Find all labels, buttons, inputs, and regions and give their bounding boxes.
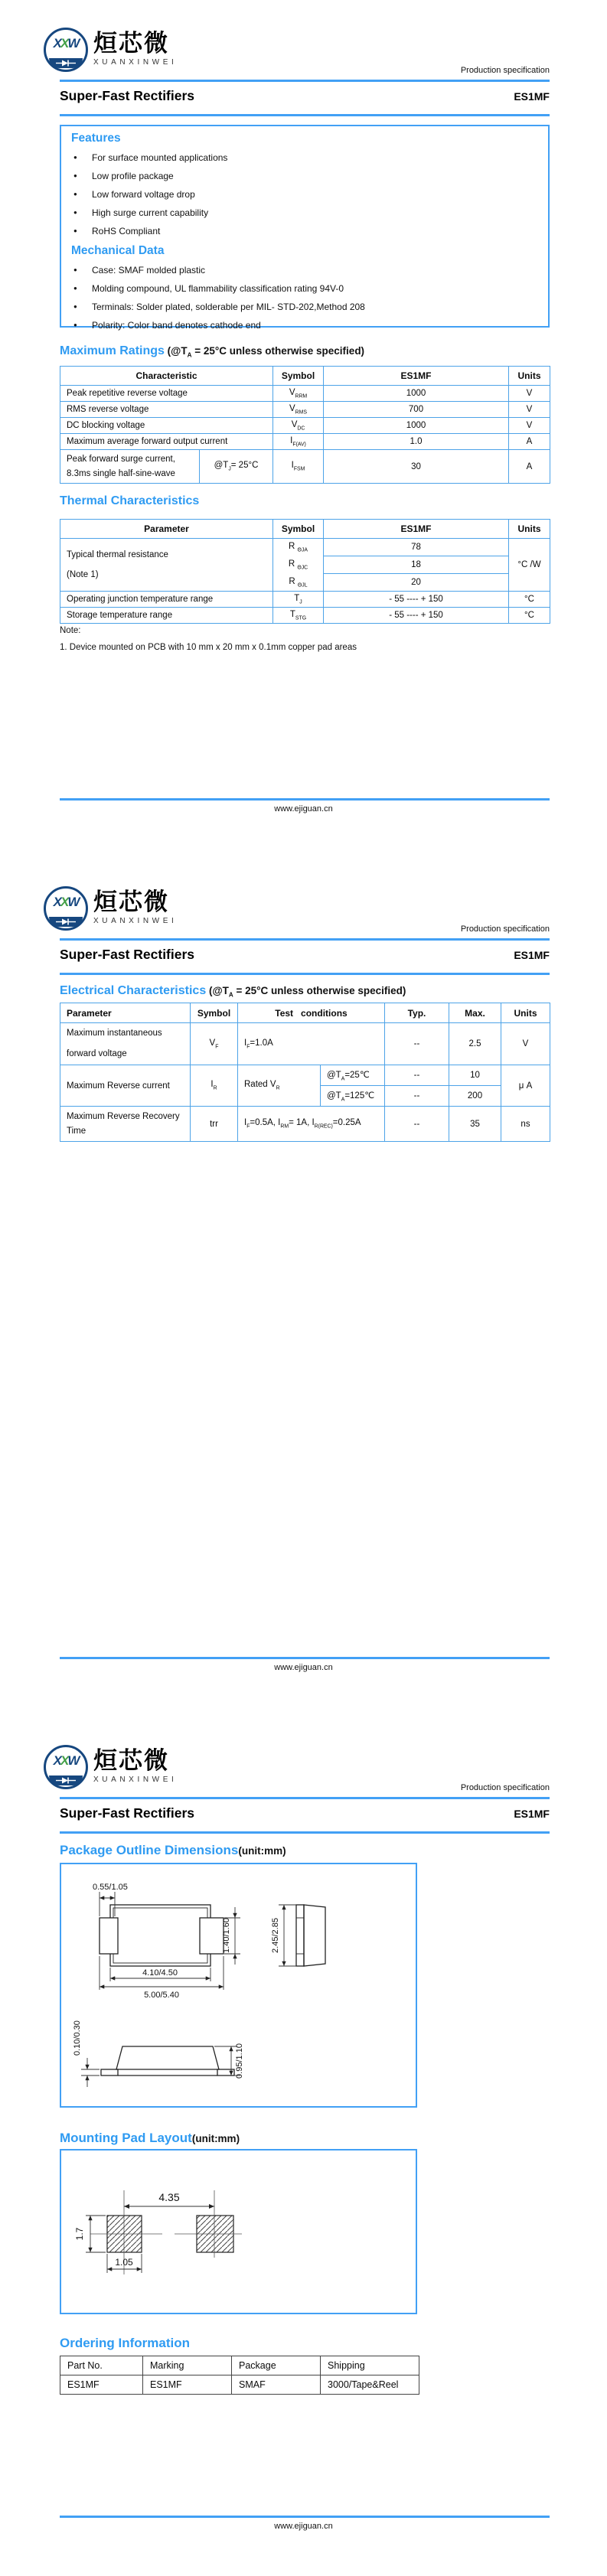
- cell-typ: --: [385, 1065, 449, 1086]
- cell-characteristic: Peak repetitive reverse voltage: [60, 386, 273, 402]
- header-rule: [60, 938, 550, 941]
- cell-value: 1000: [324, 418, 509, 434]
- title-rule: [60, 1831, 550, 1834]
- logo-monogram: [46, 36, 86, 51]
- cell-characteristic: RMS reverse voltage: [60, 402, 273, 418]
- cell-units: °C /W: [509, 539, 550, 592]
- cell-max: 10: [449, 1065, 501, 1086]
- cell-value: 18: [324, 556, 509, 574]
- electrical-table: [60, 1003, 550, 1142]
- cell-symbol: $V_{RMS}$: [273, 402, 324, 418]
- cell-units: V: [509, 386, 550, 402]
- package-side-view: [296, 1905, 325, 1966]
- parameter-line: Typical thermal resistance: [67, 550, 168, 559]
- table-row: [60, 434, 550, 450]
- ordering-table: [60, 2356, 419, 2395]
- table-row: [60, 539, 550, 556]
- cell-condition: Rated $V_R$: [238, 1065, 321, 1107]
- mechanical-heading: Mechanical Data: [71, 244, 165, 257]
- col-units: Units: [501, 1003, 550, 1023]
- table-row-ir: [60, 1065, 550, 1086]
- cell-symbol: $T_J$: [273, 592, 324, 608]
- table-row: [60, 386, 550, 402]
- features-panel: [60, 125, 550, 331]
- part-number: ES1MF: [514, 1808, 550, 1820]
- production-spec-label: Production specification: [460, 924, 550, 934]
- section-title: Package Outline Dimensions: [60, 1843, 239, 1857]
- cell-units: ns: [501, 1107, 550, 1142]
- cell-symbol: $V_{RRM}$: [273, 386, 324, 402]
- dim-label-standoff: 0.10/0.30: [73, 2020, 82, 2056]
- cell-parameter: Operating junction temperature range: [60, 592, 273, 608]
- footer-link[interactable]: www.ejiguan.cn: [274, 2522, 333, 2531]
- cell-sub-condition: $@T_A=125℃$: [321, 1086, 385, 1107]
- header-rule: [60, 80, 550, 82]
- title-row: [60, 947, 550, 963]
- section-title: Maximum Ratings: [60, 344, 165, 357]
- table-row: [60, 2375, 419, 2395]
- brand-logo: [44, 28, 177, 72]
- cell-units: μ A: [501, 1065, 550, 1107]
- col-test-conditions: Test conditions: [238, 1003, 385, 1023]
- dim-label-profile-height: 0.95/1.10: [235, 2043, 244, 2079]
- cell-symbol: trr: [191, 1107, 238, 1142]
- col-max: Max.: [449, 1003, 501, 1023]
- col-symbol: Symbol: [191, 1003, 238, 1023]
- col-parameter: Parameter: [60, 520, 273, 539]
- cell-units: °C: [509, 608, 550, 624]
- diode-icon: [49, 58, 83, 68]
- logo-letter: X: [53, 36, 60, 51]
- title-rule: [60, 973, 550, 975]
- col-typ: Typ.: [385, 1003, 449, 1023]
- section-subtitle: ($@T_A = 25^\circ C$ unless otherwise specified): [164, 345, 365, 359]
- col-units: Units: [509, 520, 550, 539]
- logo-mark-icon: [44, 28, 88, 72]
- list-item: ● Molding compound, UL flammability classification rating 94V-0: [71, 279, 540, 298]
- cell-shipping: 3000/Tape&Reel: [321, 2375, 419, 2395]
- production-spec-label: Production specification: [460, 1783, 550, 1792]
- cell-max: 2.5: [449, 1023, 501, 1065]
- cell-value: 1000: [324, 386, 509, 402]
- logo-letter-green: X: [60, 1753, 68, 1768]
- package-top-view: [100, 1905, 224, 1966]
- brand-name-en: XUANXINWEI: [93, 917, 178, 925]
- part-number: ES1MF: [514, 949, 550, 961]
- col-shipping: Shipping: [321, 2356, 419, 2375]
- table-row: [60, 608, 550, 624]
- cell-value: 78: [324, 539, 509, 556]
- cell-symbol: $I_R$: [191, 1065, 238, 1107]
- dim-height: [279, 1905, 296, 1966]
- cell-value: - 55 ---- + 150: [324, 592, 509, 608]
- cell-value: - 55 ---- + 150: [324, 608, 509, 624]
- dim-label-tab-width: 0.55/1.05: [93, 1883, 128, 1892]
- section-title: Ordering Information: [60, 2336, 190, 2350]
- page-3: [0, 1717, 607, 2576]
- footer-rule: [60, 798, 550, 801]
- package-profile-view: [101, 2046, 234, 2075]
- cell-package: SMAF: [232, 2375, 321, 2395]
- brand-logo: [44, 1745, 177, 1789]
- cell-condition: $I_F=1.0A$: [238, 1023, 385, 1065]
- brand-names: [93, 1745, 177, 1784]
- cell-sub-condition: $@T_A=25℃$: [321, 1065, 385, 1086]
- col-symbol: Symbol: [273, 520, 324, 539]
- package-outline-heading: [60, 1843, 286, 1858]
- page-2: [0, 859, 607, 1717]
- col-part-no: Part No.: [60, 2356, 143, 2375]
- diode-icon: [49, 917, 83, 927]
- thermal-table: [60, 519, 550, 624]
- unit-label: (unit:mm): [238, 1845, 286, 1857]
- col-marking: Marking: [143, 2356, 232, 2375]
- logo-letter: W: [67, 36, 79, 51]
- section-title: Mounting Pad Layout: [60, 2131, 192, 2145]
- section-title: Electrical Characteristics: [60, 984, 207, 997]
- package-outline-box: [60, 1863, 417, 2108]
- col-symbol: Symbol: [273, 367, 324, 386]
- section-title: Thermal Characteristics: [60, 494, 200, 507]
- cell-symbol: R $_{\Theta JC}$: [273, 556, 324, 574]
- max-ratings-heading: [60, 344, 364, 359]
- table-header-row: [60, 520, 550, 539]
- cell-symbol: $I_{F(AV)}$: [273, 434, 324, 450]
- dim-tab-width: [100, 1892, 115, 1916]
- cell-condition: $I_F=0.5A$, $I_{RM}= 1A$, $I_{R(REC)}=0.25A$: [238, 1107, 385, 1142]
- cell-units: V: [501, 1023, 550, 1065]
- cell-value: 1.0: [324, 434, 509, 450]
- cell-value: 30: [324, 450, 509, 484]
- cell-symbol: R $_{\Theta JA}$: [273, 539, 324, 556]
- brand-name-cn: 烜芯微: [93, 30, 169, 57]
- cell-symbol: R $_{\Theta JL}$: [273, 574, 324, 592]
- logo-letter-green: X: [60, 895, 68, 909]
- cell-symbol: $V_{DC}$: [273, 418, 324, 434]
- mechanical-list: [71, 261, 540, 334]
- dim-label-height: 2.45/2.85: [271, 1918, 280, 1953]
- cell-marking: ES1MF: [143, 2375, 232, 2395]
- cell-typ: --: [385, 1107, 449, 1142]
- list-item: ● For surface mounted applications: [71, 148, 540, 167]
- cell-parameter: [60, 539, 273, 592]
- title-row: [60, 88, 550, 104]
- cell-units: A: [509, 434, 550, 450]
- dim-standoff: [81, 2058, 100, 2087]
- brand-name-cn: 烜芯微: [93, 1747, 169, 1774]
- mounting-pad-box: [60, 2149, 417, 2314]
- cell-symbol: $T_{STG}$: [273, 608, 324, 624]
- table-row: [60, 418, 550, 434]
- cell-part-no: ES1MF: [60, 2375, 143, 2395]
- col-value: ES1MF: [324, 367, 509, 386]
- col-parameter: Parameter: [60, 1003, 191, 1023]
- table-row-trr: [60, 1107, 550, 1142]
- diode-icon: [49, 1775, 83, 1785]
- brand-name-cn: 烜芯微: [93, 889, 169, 915]
- list-item: ● Case: SMAF molded plastic: [71, 261, 540, 279]
- cell-units: V: [509, 418, 550, 434]
- page-title: Super-Fast Rectifiers: [60, 947, 195, 962]
- page-title: Super-Fast Rectifiers: [60, 1805, 195, 1821]
- cell-parameter: Maximum instantaneous forward voltage: [60, 1023, 191, 1065]
- table-header-row: [60, 1003, 550, 1023]
- max-ratings-table: [60, 366, 550, 484]
- cell-max: 35: [449, 1107, 501, 1142]
- note-label: Note:: [60, 626, 81, 635]
- brand-name-en: XUANXINWEI: [93, 58, 178, 67]
- unit-label: (unit:mm): [191, 2133, 240, 2144]
- brand-names: [93, 28, 177, 67]
- logo-letter: X: [53, 1753, 60, 1768]
- list-item: ● Polarity: Color band denotes cathode end: [71, 316, 540, 334]
- list-item: ● RoHS Compliant: [71, 222, 540, 240]
- cell-max: 200: [449, 1086, 501, 1107]
- logo-letter: W: [67, 895, 79, 909]
- cell-characteristic: Maximum average forward output current: [60, 434, 273, 450]
- cell-units: A: [509, 450, 550, 484]
- ordering-heading: [60, 2336, 190, 2351]
- dim-label-tab-height: 1.40/1.60: [222, 1918, 231, 1953]
- electrical-heading: [60, 984, 406, 999]
- dim-label-body-width: 4.10/4.50: [142, 1968, 178, 1978]
- header-rule: [60, 1797, 550, 1799]
- logo-monogram: [46, 1753, 86, 1769]
- col-characteristic: Characteristic: [60, 367, 273, 386]
- table-header-row: [60, 2356, 419, 2375]
- cell-typ: --: [385, 1023, 449, 1065]
- cell-value: 700: [324, 402, 509, 418]
- cell-condition: $@T_J= 25^\circ C$: [200, 450, 273, 484]
- col-package: Package: [232, 2356, 321, 2375]
- logo-letter: W: [67, 1753, 79, 1768]
- cell-units: V: [509, 402, 550, 418]
- page-title: Super-Fast Rectifiers: [60, 88, 195, 103]
- features-list: [71, 148, 540, 240]
- note-item: 1. Device mounted on PCB with 10 mm x 20 mm x 0.1mm copper pad areas: [60, 643, 357, 652]
- cell-parameter: Maximum Reverse Recovery Time: [60, 1107, 191, 1142]
- table-row: [60, 402, 550, 418]
- note-block: [60, 626, 357, 660]
- title-rule: [60, 114, 550, 116]
- footer-rule: [60, 1657, 550, 1659]
- parameter-line: (Note 1): [67, 570, 99, 579]
- cell-symbol: $I_{FSM}$: [273, 450, 324, 484]
- features-heading: Features: [71, 132, 121, 145]
- col-units: Units: [509, 367, 550, 386]
- footer-link[interactable]: www.ejiguan.cn: [274, 804, 333, 814]
- section-subtitle: ($@T_A = 25^\circ C$ unless otherwise specified): [206, 985, 406, 999]
- logo-letter: X: [53, 895, 60, 909]
- dim-label-pad-height: 1.7: [74, 2227, 85, 2241]
- list-item: ● High surge current capability: [71, 204, 540, 222]
- list-item: ● Low forward voltage drop: [71, 185, 540, 204]
- page-1: [0, 0, 607, 859]
- cell-typ: --: [385, 1086, 449, 1107]
- package-outline-drawing: [61, 1864, 416, 2106]
- table-row-surge: [60, 450, 550, 484]
- brand-logo: [44, 886, 177, 931]
- title-row: [60, 1805, 550, 1821]
- table-header-row: [60, 367, 550, 386]
- part-number: ES1MF: [514, 90, 550, 103]
- brand-names: [93, 886, 177, 925]
- table-row-vf: [60, 1023, 550, 1065]
- cell-value: 20: [324, 574, 509, 592]
- dim-label-pitch: 4.35: [158, 2191, 180, 2203]
- logo-mark-icon: [44, 886, 88, 931]
- thermal-heading: [60, 494, 199, 508]
- logo-letter-green: X: [60, 36, 68, 51]
- logo-mark-icon: [44, 1745, 88, 1789]
- dim-label-pad-width: 1.05: [115, 2257, 133, 2268]
- list-item: ● Low profile package: [71, 167, 540, 185]
- cell-parameter: Storage temperature range: [60, 608, 273, 624]
- col-value: ES1MF: [324, 520, 509, 539]
- mounting-pad-heading: [60, 2131, 240, 2146]
- logo-monogram: [46, 895, 86, 910]
- cell-units: °C: [509, 592, 550, 608]
- dim-label-overall-width: 5.00/5.40: [144, 1991, 179, 2000]
- list-item: ● Terminals: Solder plated, solderable per MIL- STD-202,Method 208: [71, 298, 540, 316]
- table-row: [60, 592, 550, 608]
- cell-characteristic: Peak forward surge current, 8.3ms single half-sine-wave: [60, 450, 200, 484]
- brand-name-en: XUANXINWEI: [93, 1775, 178, 1784]
- production-spec-label: Production specification: [460, 66, 550, 75]
- footer-link[interactable]: www.ejiguan.cn: [274, 1663, 333, 1672]
- cell-characteristic: DC blocking voltage: [60, 418, 273, 434]
- footer-rule: [60, 2516, 550, 2518]
- cell-symbol: $V_F$: [191, 1023, 238, 1065]
- mounting-pad-drawing: [61, 2150, 416, 2313]
- cell-parameter: Maximum Reverse current: [60, 1065, 191, 1107]
